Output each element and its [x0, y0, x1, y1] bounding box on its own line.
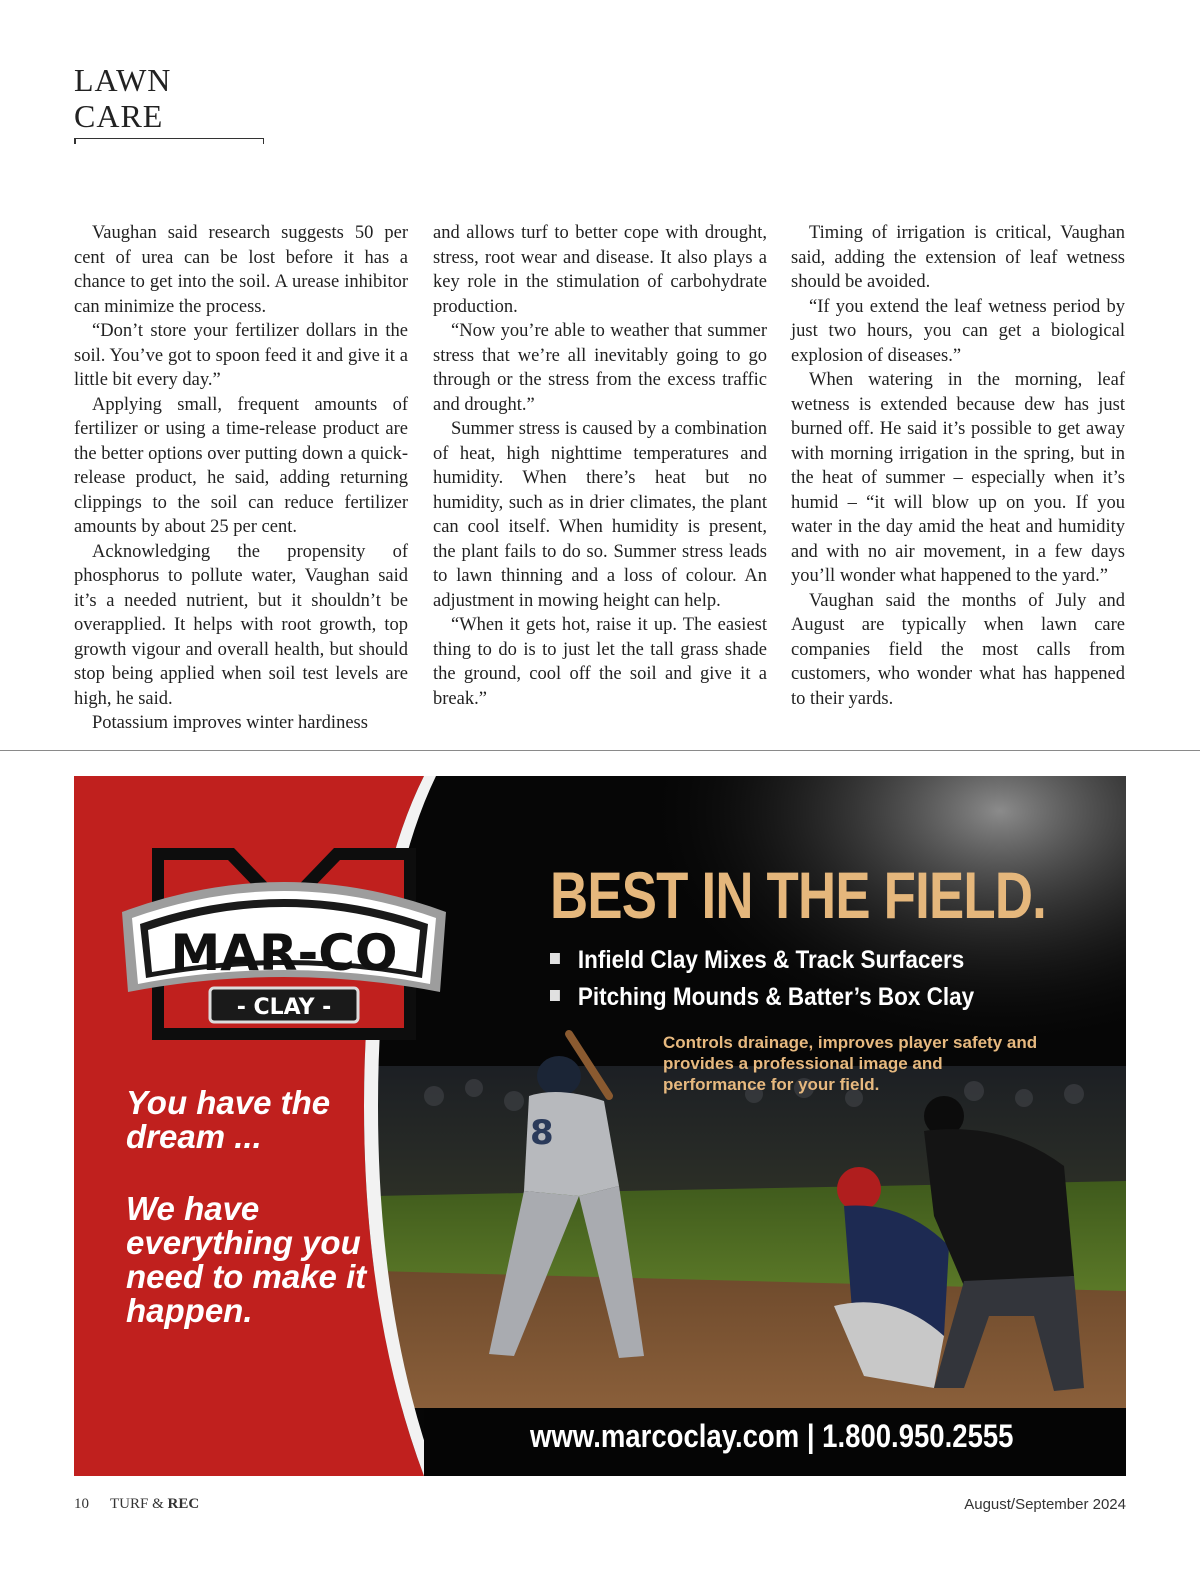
- article-column-3: [791, 221, 1125, 711]
- magazine-name: TURF & REC: [110, 1496, 200, 1512]
- article-body: [74, 221, 1126, 741]
- paragraph: Applying small, frequent amounts of fertilizer or using a time-release product are the better options over putting down a quick-release product, he said, adding returning clippings to the soil can reduce fertilizer amounts by about 25 per cent.: [74, 394, 408, 537]
- paragraph: and allows turf to better cope with drought, stress, root wear and disease. It also plays a key role in the stimulation of carbohydrate production.: [433, 223, 767, 317]
- bullet-square-icon: [550, 953, 560, 964]
- article-column-2: [433, 221, 767, 711]
- ad-blurb: Controls drainage, improves player safety and provides a professional image and performance for your field.: [663, 1033, 1038, 1094]
- page-number: 10: [74, 1496, 89, 1512]
- paragraph: “If you extend the leaf wetness period by just two hours, you can get a biological explosion of diseases.”: [791, 296, 1125, 366]
- marco-clay-advertisement[interactable]: [74, 776, 1126, 1476]
- section-header: [74, 62, 264, 144]
- paragraph: Summer stress is caused by a combination of heat, high nighttime temperatures and humidity. When there’s heat but no humidity, such as in drier climates, the plant can cool itself. When humidity is present, the plant fails to do so. Summer stress leads to lawn thinning and a loss of colour. An adjustment in mowing height can help.: [433, 419, 767, 611]
- ad-headline: BEST IN THE FIELD.: [550, 858, 1047, 932]
- paragraph: When watering in the morning, leaf wetness is extended because dew has just burned off. He said it’s possible to get away with morning irrigation in the spring, but in the heat of summer – especially when it’s humid – “it will blow up on you. If you water in the day amid the heat and humidity and with no air movement, in a few days you’ll wonder what happened to the yard.”: [791, 370, 1125, 586]
- paragraph: Acknowledging the propensity of phosphorus to pollute water, Vaughan said it’s a needed nutrient, but it shouldn’t be overapplied. It helps with root growth, top growth vigour and overall health, but should stop being applied when soil test levels are high, he said.: [74, 541, 408, 709]
- ad-bullet: Pitching Mounds & Batter’s Box Clay: [550, 979, 974, 1016]
- paragraph: “When it gets hot, raise it up. The easiest thing to do is to just let the tall grass shade the ground, cool off the soil and give it a break.”: [433, 615, 767, 709]
- ad-bullet-list: [550, 942, 1021, 1016]
- paragraph: Timing of irrigation is critical, Vaughan said, adding the extension of leaf wetness should be avoided.: [791, 223, 1125, 292]
- paragraph: Vaughan said research suggests 50 per cent of urea can be lost before it has a chance to get into the soil. A urease inhibitor can minimize the process.: [74, 223, 408, 317]
- issue-date: August/September 2024: [964, 1496, 1126, 1513]
- section-title: LAWN CARE: [74, 62, 172, 134]
- paragraph: “Now you’re able to weather that summer stress that we’re all inevitably going to go through or the stress from the excess traffic and drought.”: [433, 321, 767, 415]
- ad-contact-bar[interactable]: [424, 1408, 1126, 1476]
- svg-text:8: 8: [530, 1113, 554, 1153]
- article-column-1: [74, 221, 408, 736]
- bullet-square-icon: [550, 990, 560, 1001]
- svg-text:MAR-CO: MAR-CO: [170, 924, 398, 982]
- paragraph: “Don’t store your fertilizer dollars in the soil. You’ve got to spoon feed it and give it a little bit every day.”: [74, 321, 408, 390]
- tagline-dream: You have the dream ...: [126, 1084, 331, 1155]
- ad-bullet: Infield Clay Mixes & Track Surfacers: [550, 942, 974, 979]
- ad-contact-text[interactable]: www.marcoclay.com | 1.800.950.2555: [530, 1418, 1014, 1454]
- marco-clay-logo: [118, 842, 450, 1046]
- page-footer: [74, 1496, 1126, 1516]
- ad-tagline: [126, 1086, 386, 1328]
- svg-text:- CLAY -: - CLAY -: [236, 995, 332, 1020]
- paragraph: Vaughan said the months of July and August are typically when lawn care companies field the most calls from customers, who wonder what has happened to their yards.: [791, 590, 1125, 709]
- tagline-make-it-happen: We have everything you need to make it happen.: [126, 1190, 367, 1329]
- ad-divider-rule: [0, 750, 1200, 751]
- section-rule: [74, 138, 264, 144]
- paragraph: Potassium improves winter hardiness: [92, 713, 368, 733]
